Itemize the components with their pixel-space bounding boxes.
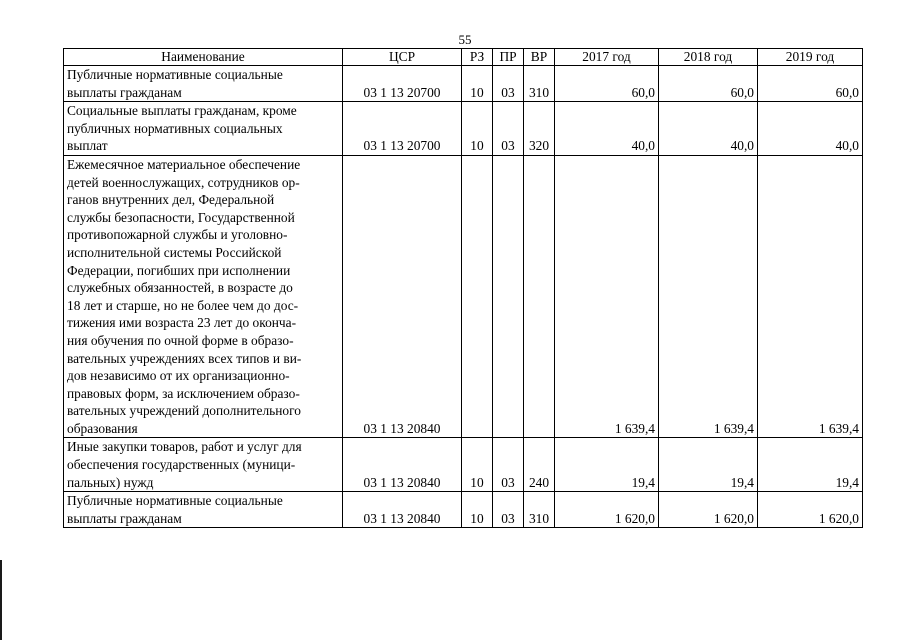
row-name-line: Социальные выплаты гражданам, кроме <box>67 103 297 119</box>
page-number: 55 <box>458 32 472 47</box>
row-name <box>64 492 343 528</box>
row-name-line: правовых форм, за исключением образо- <box>67 385 300 401</box>
row-name-line: 18 лет и старше, но не более чем до дос- <box>67 297 299 313</box>
header-2019: 2019 год <box>758 49 863 66</box>
row-pr: 03 <box>493 438 524 492</box>
row-name-line: Ежемесячное материальное обеспечение <box>67 156 301 172</box>
row-name-line: Публичные нормативные социальные <box>67 493 283 509</box>
row-2017: 40,0 <box>555 102 659 156</box>
row-name <box>64 66 343 102</box>
row-name-line: дов независимо от их организационно- <box>67 368 290 384</box>
header-csr: ЦСР <box>343 49 462 66</box>
row-vr: 320 <box>524 102 555 156</box>
row-name-line: выплаты гражданам <box>67 510 182 526</box>
table-row <box>64 155 863 438</box>
row-2018: 60,0 <box>659 66 758 102</box>
row-csr: 03 1 13 20840 <box>343 438 462 492</box>
scan-edge-mark <box>0 560 2 640</box>
row-2017: 19,4 <box>555 438 659 492</box>
row-name-line: образования <box>67 420 138 436</box>
row-name-line: обеспечения государственных (муници- <box>67 457 296 473</box>
row-2017: 1 639,4 <box>555 155 659 438</box>
table-row <box>64 66 863 102</box>
table-row <box>64 492 863 528</box>
row-name-line: вательных учреждениях всех типов и ви- <box>67 350 302 366</box>
row-rz <box>462 155 493 438</box>
row-name-line: тижения ими возраста 23 лет до оконча- <box>67 315 297 331</box>
row-2018: 40,0 <box>659 102 758 156</box>
row-2019: 40,0 <box>758 102 863 156</box>
row-2018: 1 620,0 <box>659 492 758 528</box>
row-vr: 310 <box>524 492 555 528</box>
header-rz: РЗ <box>462 49 493 66</box>
row-2017: 60,0 <box>555 66 659 102</box>
row-name-line: Федерации, погибших при исполнении <box>67 262 291 278</box>
row-name-line: детей военнослужащих, сотрудников ор- <box>67 174 300 190</box>
row-name-line: служебных обязанностей, в возрасте до <box>67 280 293 296</box>
row-rz: 10 <box>462 438 493 492</box>
row-csr: 03 1 13 20700 <box>343 102 462 156</box>
row-pr: 03 <box>493 102 524 156</box>
row-name-line: службы безопасности, Государственной <box>67 209 295 225</box>
row-2019: 60,0 <box>758 66 863 102</box>
table-row <box>64 438 863 492</box>
row-pr: 03 <box>493 66 524 102</box>
row-2018: 19,4 <box>659 438 758 492</box>
row-name-line: исполнительной системы Российской <box>67 244 282 260</box>
budget-table <box>63 48 863 528</box>
row-name-line: ния обучения по очной форме в образо- <box>67 332 294 348</box>
row-vr: 310 <box>524 66 555 102</box>
row-2018: 1 639,4 <box>659 155 758 438</box>
row-rz: 10 <box>462 492 493 528</box>
row-csr: 03 1 13 20840 <box>343 492 462 528</box>
row-pr <box>493 155 524 438</box>
row-name-line: противопожарной службы и уголовно- <box>67 227 288 243</box>
header-row <box>64 49 863 66</box>
row-pr: 03 <box>493 492 524 528</box>
row-name-line: публичных нормативных социальных <box>67 120 283 136</box>
row-2019: 1 639,4 <box>758 155 863 438</box>
header-pr: ПР <box>493 49 524 66</box>
row-rz: 10 <box>462 102 493 156</box>
row-2019: 19,4 <box>758 438 863 492</box>
row-name <box>64 438 343 492</box>
row-name-line: Иные закупки товаров, работ и услуг для <box>67 439 302 455</box>
row-name <box>64 155 343 438</box>
header-vr: ВР <box>524 49 555 66</box>
row-name-line: пальных) нужд <box>67 474 154 490</box>
row-csr: 03 1 13 20840 <box>343 155 462 438</box>
header-2017: 2017 год <box>555 49 659 66</box>
header-name: Наименование <box>64 49 343 66</box>
row-vr: 240 <box>524 438 555 492</box>
row-name-line: вательных учреждений дополнительного <box>67 403 301 419</box>
table-row <box>64 102 863 156</box>
header-2018: 2018 год <box>659 49 758 66</box>
row-name-line: ганов внутренних дел, Федеральной <box>67 192 275 208</box>
row-2017: 1 620,0 <box>555 492 659 528</box>
row-name-line: Публичные нормативные социальные <box>67 67 283 82</box>
row-2019: 1 620,0 <box>758 492 863 528</box>
row-name-line: выплаты гражданам <box>67 84 182 100</box>
row-rz: 10 <box>462 66 493 102</box>
row-name-line: выплат <box>67 138 108 154</box>
row-csr: 03 1 13 20700 <box>343 66 462 102</box>
row-vr <box>524 155 555 438</box>
row-name <box>64 102 343 156</box>
